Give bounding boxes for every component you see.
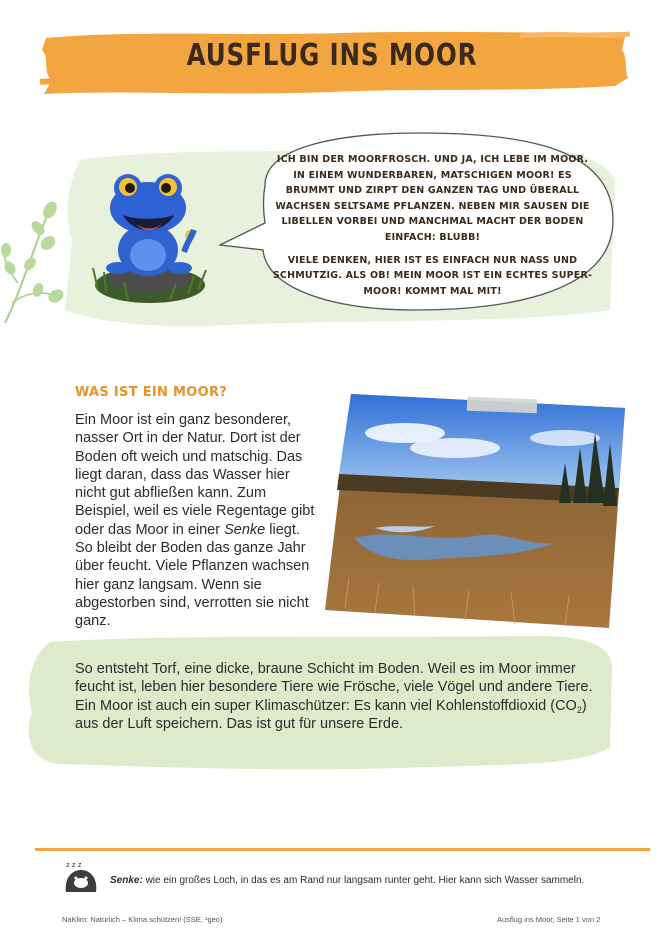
moor-frog-illustration <box>88 160 218 310</box>
speech-paragraph-2: VIELE DENKEN, HIER IST ES EINFACH NUR NASS UND SCHMUTZIG. ALS OB! MEIN MOOR IST EIN ECHTES SUPER-MOOR! KOMMT MAL MIT! <box>272 254 593 297</box>
co2-subscript: 2 <box>576 704 582 715</box>
summary-text-part-1: So entsteht Torf, eine dicke, braune Schicht im Boden. Weil es im Moor immer feucht ist, leben hier besondere Tiere wie Frösche, viele Vögel und andere Tiere. Ein Moor ist auch ein super Klimaschützer: Es kann viel Kohlenstoffdioxid (CO <box>75 661 593 714</box>
summary-text-part-2: ) aus der Luft speichern. Das ist gut für unsere Erde. <box>75 697 587 732</box>
svg-text:z z z: z z z <box>66 861 82 869</box>
speech-text <box>270 152 595 306</box>
glossary-term-senke: Senke <box>224 521 266 538</box>
body-text-part-1: Ein Moor ist ein ganz besonderer, nasser Ort in der Natur. Dort ist der Boden oft weich und matschig. Das liegt daran, dass das Wasser hier nicht gut abfließen kann. Zum Beispiel, weil es viele Regentage gibt oder das Moor in einer <box>75 412 315 538</box>
footer-source: NaKlim: Natürlich – Klima schützen! (SSE, ¹geo) <box>62 915 223 924</box>
sleeping-mole-icon <box>60 858 102 894</box>
glossary-note <box>110 875 584 886</box>
summary-text <box>75 660 605 733</box>
page-title: AUSFLUG INS MOOR <box>186 38 478 73</box>
glossary-definition: wie ein großes Loch, in das es am Rand nur langsam runter geht. Hier kann sich Wasser sammeln. <box>142 875 585 886</box>
leaf-sprig-icon <box>0 198 70 323</box>
speech-paragraph-1: ICH BIN DER MOORFROSCH. UND JA, ICH LEBE IM MOOR. IN EINEM WUNDERBAREN, MATSCHIGEN MOOR! ES BRUMMT UND ZIRPT DEN GANZEN TAG UND ÜBERALL WACHSEN SELTSAME PFLANZEN. NEBEN MIR SAUSEN DIE LIBELLEN VORBEI UND MANCHMAL MACHT DER BODEN EINFACH: BLUBB! <box>275 154 590 243</box>
footer-divider <box>35 848 650 851</box>
moor-photo <box>315 378 635 638</box>
section-heading: WAS IST EIN MOOR? <box>75 385 228 400</box>
body-text-part-2: liegt. So bleibt der Boden das ganze Jahr über feucht. Viele Pflanzen wachsen hier ganz langsam. Wenn sie abgestorben sind, verrotten sie nicht ganz. <box>75 521 310 630</box>
footer-page-number: Ausflug ins Moor, Seite 1 von 2 <box>497 915 601 924</box>
glossary-term: Senke: <box>110 875 143 886</box>
body-text <box>75 411 320 631</box>
